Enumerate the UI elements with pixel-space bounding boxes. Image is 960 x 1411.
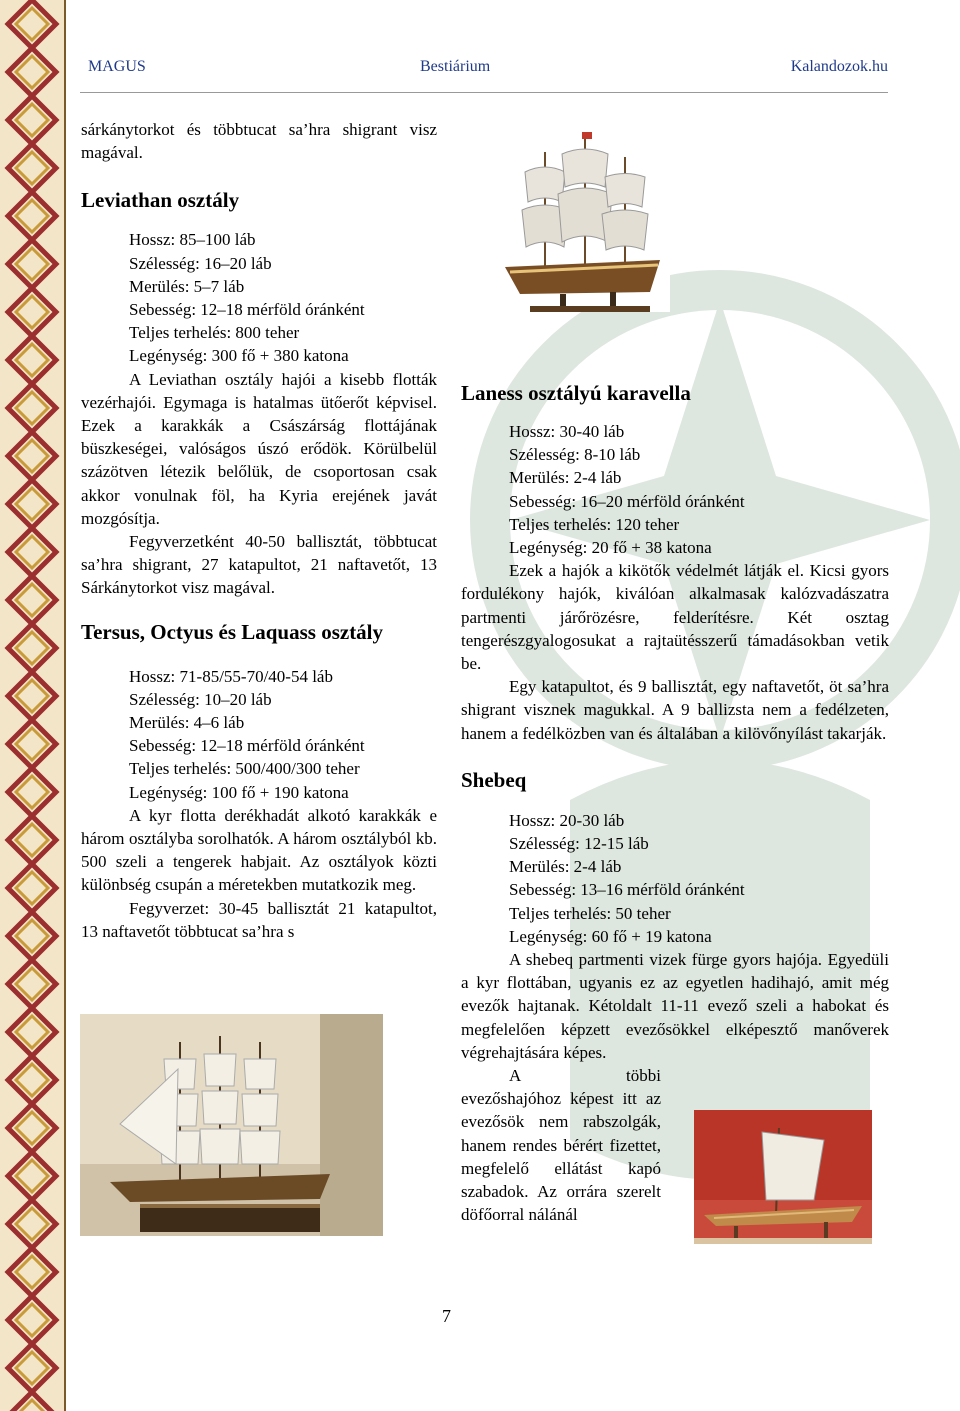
shebeq-specs — [509, 809, 889, 948]
laness-heading: Laness osztályú karavella — [461, 381, 691, 405]
spec-line: Legénység: 300 fő + 380 katona — [129, 346, 349, 366]
shebeq-crew-text: A többi evezőshajóhoz képest itt az evezősök nem rabszolgák, hanem rendes bérért fizettet, megfelelő ellátást kapó szabadok. Az orrára szerelt döfőorral nálánál — [461, 1066, 661, 1225]
spec-line: Merülés: 5–7 láb — [129, 276, 245, 296]
spec-line: Merülés: 2-4 láb — [509, 857, 622, 877]
spec-line: Legénység: 100 fő + 190 katona — [129, 782, 349, 802]
page-number: 7 — [442, 1306, 451, 1326]
header-left: MAGUS — [88, 58, 146, 75]
spec-line: Merülés: 2-4 láb — [509, 468, 622, 488]
header-divider — [80, 92, 888, 93]
tersus-armament: Fegyverzet: 30-45 ballisztát 21 katapultot, 13 naftavetőt többtucat sa’hra s — [81, 898, 437, 941]
page-header — [88, 58, 888, 82]
clipper-model-photo — [80, 1014, 383, 1236]
spec-line: Legénység: 20 fő + 38 katona — [509, 538, 712, 558]
laness-description: Ezek a hajók a kikötők védelmét látják el. Kicsi gyors fordulékony hajók, kiválóan alkalmasak kalózvadászatra partmenti járőrözésre, felderítésre. Két osztag tengerészgyalogosukat a rajtaütésszerű támadásokban vetik be. — [461, 561, 889, 674]
shebeq-description: A shebeq partmenti vizek fürge gyors hajója. Egyedüli a kyr flottában, ugyanis ez az egyetlen hadihajó, amit még evezők hajtanak. Kétoldalt 11-11 evező szeli a habokat és megfelelően képzett evezősökkel elképesztő manőverek végrehajtására képes. — [461, 950, 889, 1062]
intro-paragraph: sárkánytorkot és többtucat sa’hra shigrant visz magával. — [81, 120, 437, 163]
tersus-description: A kyr flotta derékhadát alkotó karakkák e három osztályba sorolhatók. A három osztályból kb. 500 szeli a tengerek habjait. Az osztályok közti különbség csupán a méretekben mutatkozik meg. — [81, 805, 437, 895]
leviathan-armament: Fegyverzetként 40-50 ballisztát, többtucat sa’hra shigrant, 27 katapultot, 21 naftavetőt, 13 Sárkánytorkot visz magával. — [81, 532, 437, 598]
spec-line: Sebesség: 12–18 mérföld óránként — [129, 736, 365, 756]
spec-line: Szélesség: 8-10 láb — [509, 445, 641, 465]
laness-armament: Egy katapultot, és 9 ballisztát, egy naftavetőt, öt sa’hra shigrant visznek magukkal. A 9 ballizsta nem a fedélzeten, hanem a fedélközben van és általában a kilövőnyílást takarják. — [461, 677, 889, 743]
header-right: Kalandozok.hu — [790, 58, 888, 75]
galleon-model-photo — [490, 132, 670, 312]
spec-line: Szélesség: 16–20 láb — [129, 253, 272, 273]
spec-line: Hossz: 85–100 láb — [129, 230, 256, 250]
spec-line: Sebesség: 16–20 mérföld óránként — [509, 491, 745, 511]
decorative-border — [0, 0, 66, 1411]
spec-line: Szélesség: 10–20 láb — [129, 689, 272, 709]
spec-line: Hossz: 30-40 láb — [509, 422, 625, 441]
laness-specs — [509, 420, 889, 559]
spec-line: Sebesség: 12–18 mérföld óránként — [129, 300, 365, 320]
tersus-heading: Tersus, Octyus és Laquass osztály — [81, 619, 384, 644]
spec-line: Hossz: 71-85/55-70/40-54 láb — [129, 666, 333, 686]
left-column — [81, 118, 437, 943]
header-center: Bestiárium — [420, 58, 491, 75]
spec-line: Hossz: 20-30 láb — [509, 810, 625, 830]
shebeq-heading: Shebeq — [461, 767, 527, 792]
spec-line: Sebesség: 13–16 mérföld óránként — [509, 880, 745, 900]
spec-line: Teljes terhelés: 120 teher — [509, 514, 680, 534]
spec-line: Teljes terhelés: 500/400/300 teher — [129, 759, 360, 779]
spec-line: Teljes terhelés: 800 teher — [129, 323, 300, 343]
leviathan-description: A Leviathan osztály hajói a kisebb flották vezérhajói. Egymaga is hatalmas ütőerőt képvisel. Ezek a karakkák a Császárság flottájának büszkeségei, valóságos úszó erődök. Körülbelül százötven létezik belőlük, de csoportosan csak akkor vonulnak föl, ha Kyria erejének javát mozgósítja. — [81, 369, 437, 528]
right-column — [461, 380, 889, 1227]
leviathan-specs — [129, 228, 437, 367]
shebeq-model-photo — [694, 1110, 872, 1244]
spec-line: Szélesség: 12-15 láb — [509, 834, 649, 854]
spec-line: Legénység: 60 fő + 19 katona — [509, 926, 712, 946]
leviathan-heading: Leviathan osztály — [81, 188, 240, 213]
spec-line: Teljes terhelés: 50 teher — [509, 903, 671, 923]
spec-line: Merülés: 4–6 láb — [129, 713, 245, 733]
tersus-specs — [129, 665, 437, 804]
